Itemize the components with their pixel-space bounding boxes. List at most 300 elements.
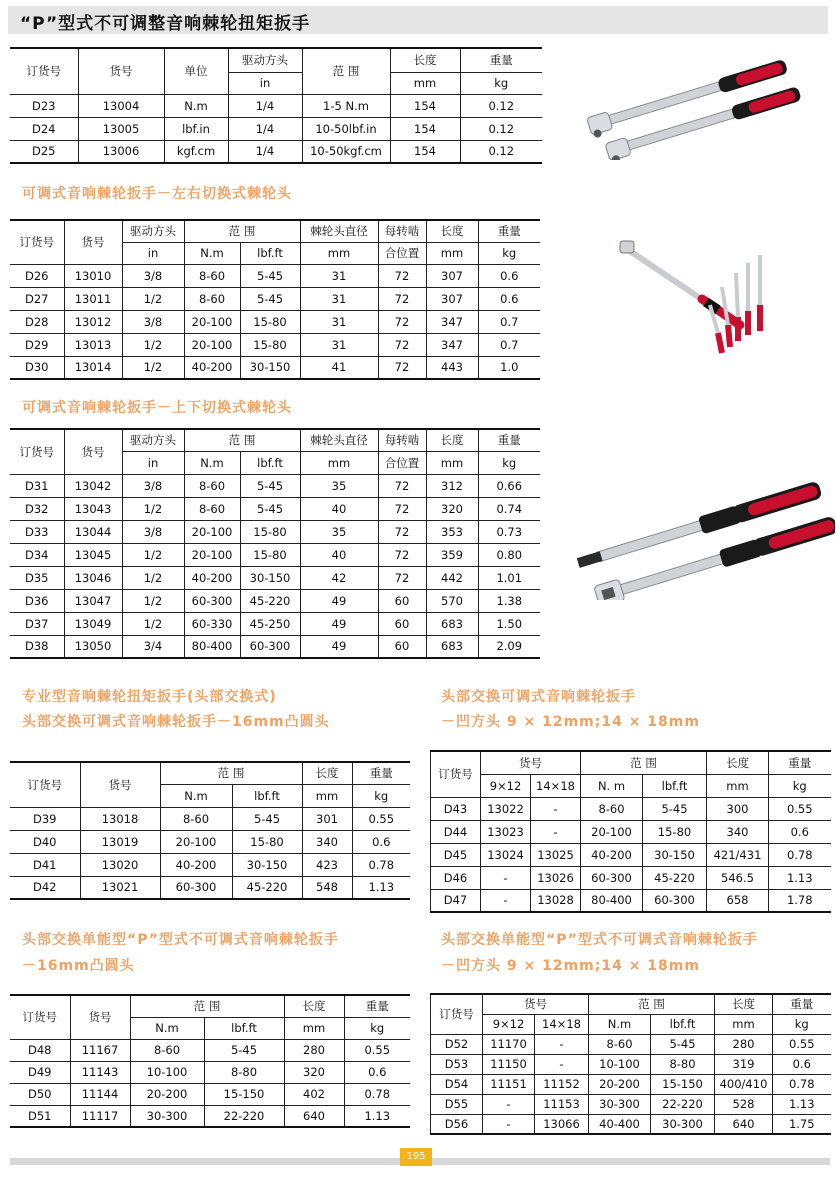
table-cell: 30-150 (240, 356, 300, 379)
table-cell: 442 (426, 566, 478, 589)
table-cell: 40-400 (589, 1114, 651, 1134)
table-cell: 14×18 (531, 774, 581, 797)
table-cell: 280 (284, 1039, 344, 1061)
table-row (431, 797, 831, 820)
table-cell: D23 (10, 94, 78, 117)
table-row (10, 520, 540, 543)
table-cell: 30-300 (589, 1094, 651, 1114)
table-cell: 30-300 (651, 1114, 715, 1134)
table-cell: 22-220 (204, 1105, 284, 1127)
table-cell: N.m (184, 242, 240, 264)
table-cell: - (531, 797, 581, 820)
table-cell: 8-60 (184, 287, 240, 310)
table-cell: 13046 (64, 566, 122, 589)
table-cell: N. m (581, 774, 643, 797)
spec-table-p-type (10, 47, 542, 164)
table-cell: 60-300 (160, 876, 232, 899)
table-cell: 0.80 (478, 543, 540, 566)
table-cell: 1.38 (478, 589, 540, 612)
table-cell: 货号 (481, 751, 581, 774)
table-cell: 1/2 (122, 543, 184, 566)
table-cell: 3/4 (122, 635, 184, 658)
table-cell: 11144 (70, 1083, 130, 1105)
table-cell: mm (426, 451, 478, 474)
table-cell: 14×18 (535, 1014, 589, 1034)
table-row (10, 830, 410, 853)
table-cell: 1/2 (122, 287, 184, 310)
table-header-row (431, 774, 831, 797)
table-cell: 8-80 (651, 1054, 715, 1074)
table-cell: 20-100 (184, 333, 240, 356)
table-cell: D37 (10, 612, 64, 635)
table-cell: 20-100 (184, 543, 240, 566)
table-row (10, 876, 410, 899)
table-cell: D29 (10, 333, 64, 356)
table-cell: 546.5 (707, 866, 769, 889)
table-cell: 重量 (478, 220, 540, 242)
table-cell: D47 (431, 889, 481, 912)
table-cell: 13026 (531, 866, 581, 889)
table-cell: 80-400 (184, 635, 240, 658)
torque-wrench-set-photo (610, 235, 770, 365)
section-heading-single-square-sub: －凹方头 9 × 12mm;14 × 18mm (441, 958, 700, 974)
table-cell: 1/4 (228, 117, 302, 140)
table-cell: 范 围 (130, 995, 284, 1017)
table-cell: 312 (426, 474, 478, 497)
table-cell: 307 (426, 264, 478, 287)
table-cell: D38 (10, 635, 64, 658)
table-cell: 280 (715, 1034, 773, 1054)
table-cell: D25 (10, 140, 78, 163)
table-cell: 13021 (80, 876, 160, 899)
table-cell: 货号 (483, 994, 589, 1014)
table-cell: 长度 (284, 995, 344, 1017)
table-cell: 45-220 (643, 866, 707, 889)
table-cell: 421/431 (707, 843, 769, 866)
header-order-no: 订货号 (10, 48, 78, 94)
table-cell: 0.55 (352, 807, 410, 830)
table-cell: 订货号 (10, 429, 64, 474)
table-cell: 20-200 (130, 1083, 204, 1105)
table-cell: 35 (300, 474, 378, 497)
torque-wrench-photo-long (575, 480, 835, 600)
table-cell: 60 (378, 612, 426, 635)
table-cell: 5-45 (643, 797, 707, 820)
table-cell: 1/2 (122, 566, 184, 589)
table-cell: 0.6 (344, 1061, 410, 1083)
table-cell: 3/8 (122, 310, 184, 333)
table-cell: 658 (707, 889, 769, 912)
table-cell: 棘轮头直径 (300, 220, 378, 242)
table-header-row (10, 220, 540, 242)
table-cell: 10-100 (589, 1054, 651, 1074)
table-cell: 13010 (64, 264, 122, 287)
table-cell: 15-80 (240, 520, 300, 543)
table-cell: 13044 (64, 520, 122, 543)
table-cell: 20-100 (581, 820, 643, 843)
table-cell: 13050 (64, 635, 122, 658)
table-cell: 72 (378, 287, 426, 310)
table-cell: 31 (300, 333, 378, 356)
table-cell: 重量 (352, 762, 410, 784)
table-cell: 400/410 (715, 1074, 773, 1094)
table-cell: - (531, 820, 581, 843)
spec-table-single-16mm (10, 994, 410, 1128)
table-cell: D49 (10, 1061, 70, 1083)
table-cell: 72 (378, 310, 426, 333)
table-cell: 31 (300, 264, 378, 287)
table-cell: 347 (426, 333, 478, 356)
table-cell: 0.12 (460, 117, 542, 140)
table-cell: 订货号 (10, 995, 70, 1039)
table-row (10, 1083, 410, 1105)
table-cell: 长度 (426, 220, 478, 242)
section-heading-left-right: 可调式音响棘轮扳手－左右切换式棘轮头 (22, 186, 292, 202)
table-cell: D41 (10, 853, 80, 876)
table-cell: 13043 (64, 497, 122, 520)
table-cell: 22-220 (651, 1094, 715, 1114)
table-cell: 72 (378, 264, 426, 287)
table-cell: 40 (300, 497, 378, 520)
table-cell: 13005 (78, 117, 164, 140)
table-cell: D34 (10, 543, 64, 566)
table-cell: 13066 (535, 1114, 589, 1134)
header-unit-mm: mm (390, 72, 460, 94)
section-heading-single-16mm: 头部交换单能型“P”型式不可调式音响棘轮扳手 (22, 932, 339, 948)
table-cell: 1.13 (344, 1105, 410, 1127)
table-cell: D28 (10, 310, 64, 333)
table-cell: kg (769, 774, 831, 797)
table-cell: 13025 (531, 843, 581, 866)
table-cell: 15-80 (643, 820, 707, 843)
table-cell: kg (478, 242, 540, 264)
table-row (10, 1039, 410, 1061)
table-cell: 13020 (80, 853, 160, 876)
table-cell: D52 (431, 1034, 483, 1054)
table-row (431, 889, 831, 912)
table-cell: D51 (10, 1105, 70, 1127)
table-cell: 423 (302, 853, 352, 876)
table-row (10, 1061, 410, 1083)
table-cell: 1/4 (228, 140, 302, 163)
table-cell: 13019 (80, 830, 160, 853)
table-cell: 60 (378, 589, 426, 612)
header-unit-kg: kg (460, 72, 542, 94)
table-cell: 548 (302, 876, 352, 899)
table-cell: 13024 (481, 843, 531, 866)
table-cell: 长度 (302, 762, 352, 784)
header-unit-in: in (228, 72, 302, 94)
table-cell: 11151 (483, 1074, 535, 1094)
table-cell: 49 (300, 635, 378, 658)
section-heading-square-socket: －凹方头 9 × 12mm;14 × 18mm (441, 714, 700, 730)
table-cell: 60-300 (240, 635, 300, 658)
table-cell: 20-100 (184, 520, 240, 543)
table-cell: 10-50kgf.cm (302, 140, 390, 163)
table-cell: mm (426, 242, 478, 264)
table-cell: 15-80 (240, 333, 300, 356)
table-cell: 41 (300, 356, 378, 379)
table-cell: D53 (431, 1054, 483, 1074)
table-cell: 13018 (80, 807, 160, 830)
table-cell: 40-200 (184, 356, 240, 379)
table-cell: 13006 (78, 140, 164, 163)
page-title: “P”型式不可调整音响棘轮扭矩扳手 (20, 14, 311, 34)
table-cell: 72 (378, 333, 426, 356)
table-row (10, 543, 540, 566)
table-cell: lbf.ft (240, 451, 300, 474)
table-cell: 40-200 (184, 566, 240, 589)
table-cell: 订货号 (431, 751, 481, 797)
table-cell: 8-60 (130, 1039, 204, 1061)
table-cell: 1.75 (773, 1114, 831, 1134)
table-row (10, 474, 540, 497)
table-cell: 范 围 (589, 994, 715, 1014)
table-cell: 0.78 (769, 843, 831, 866)
table-cell: 359 (426, 543, 478, 566)
table-row (10, 94, 542, 117)
table-cell: 154 (390, 140, 460, 163)
table-cell: 5-45 (240, 287, 300, 310)
table-row (10, 497, 540, 520)
table-cell: 8-60 (184, 497, 240, 520)
table-cell: 60 (378, 635, 426, 658)
table-cell: - (481, 889, 531, 912)
table-cell: - (483, 1114, 535, 1134)
table-cell: 5-45 (232, 807, 302, 830)
table-cell: 范 围 (184, 429, 300, 451)
table-cell: 13049 (64, 612, 122, 635)
table-cell: 15-150 (651, 1074, 715, 1094)
table-cell: 60-300 (643, 889, 707, 912)
table-cell: 307 (426, 287, 478, 310)
table-cell: 0.12 (460, 140, 542, 163)
table-cell: 0.55 (344, 1039, 410, 1061)
table-cell: 0.74 (478, 497, 540, 520)
table-cell: D35 (10, 566, 64, 589)
table-cell: 13004 (78, 94, 164, 117)
table-cell: D44 (431, 820, 481, 843)
table-cell: 340 (302, 830, 352, 853)
table-cell: D33 (10, 520, 64, 543)
table-cell: 长度 (707, 751, 769, 774)
section-heading-single-square: 头部交换单能型“P”型式不可调式音响棘轮扳手 (441, 932, 758, 948)
table-cell: lbf.ft (643, 774, 707, 797)
spec-table-square-socket-adjustable (430, 750, 831, 913)
header-drive: 驱动方头 (228, 48, 302, 72)
table-cell: 1.01 (478, 566, 540, 589)
table-cell: 每转啮 (378, 429, 426, 451)
table-cell: 0.7 (478, 333, 540, 356)
table-cell: 1/2 (122, 356, 184, 379)
table-cell: N.m (160, 784, 232, 807)
table-cell: 300 (707, 797, 769, 820)
table-cell: 驱动方头 (122, 220, 184, 242)
table-cell: in (122, 451, 184, 474)
table-cell: 30-150 (232, 853, 302, 876)
table-cell: 8-60 (184, 264, 240, 287)
table-cell: 13011 (64, 287, 122, 310)
table-cell: 0.78 (344, 1083, 410, 1105)
table-cell: 30-300 (130, 1105, 204, 1127)
table-cell: 1-5 N.m (302, 94, 390, 117)
table-cell: 320 (284, 1061, 344, 1083)
table-cell: 40-200 (581, 843, 643, 866)
table-cell: 5-45 (651, 1034, 715, 1054)
table-cell: 49 (300, 589, 378, 612)
table-cell: in (122, 242, 184, 264)
table-cell: 重量 (478, 429, 540, 451)
table-cell: 8-60 (589, 1034, 651, 1054)
table-cell: 货号 (70, 995, 130, 1039)
table-cell: 10-50lbf.in (302, 117, 390, 140)
table-cell: 13013 (64, 333, 122, 356)
table-cell: 9×12 (481, 774, 531, 797)
table-cell: 范 围 (581, 751, 707, 774)
table-cell: 1/2 (122, 612, 184, 635)
table-cell: 528 (715, 1094, 773, 1114)
table-cell: D27 (10, 287, 64, 310)
table-cell: 20-100 (160, 830, 232, 853)
table-cell: 范 围 (184, 220, 300, 242)
table-header-row (10, 429, 540, 451)
table-cell: 60-300 (184, 589, 240, 612)
table-cell: 0.73 (478, 520, 540, 543)
table-cell: D36 (10, 589, 64, 612)
table-row (10, 635, 540, 658)
table-cell: D24 (10, 117, 78, 140)
table-cell: 1.13 (773, 1094, 831, 1114)
spec-table-single-square (430, 993, 831, 1135)
table-cell: 3/8 (122, 264, 184, 287)
table-cell: 重量 (344, 995, 410, 1017)
section-heading-16mm-head: 头部交换可调式音响棘轮扳手－16mm凸圆头 (22, 714, 330, 730)
table-cell: 1.0 (478, 356, 540, 379)
table-row (431, 1034, 831, 1054)
table-cell: D48 (10, 1039, 70, 1061)
table-cell: - (535, 1054, 589, 1074)
table-cell: 31 (300, 310, 378, 333)
table-cell: 72 (378, 474, 426, 497)
table-cell: mm (284, 1017, 344, 1039)
table-cell: 13045 (64, 543, 122, 566)
table-cell: 8-60 (184, 474, 240, 497)
spec-table-16mm-adjustable (10, 761, 410, 900)
table-cell: 15-150 (204, 1083, 284, 1105)
table-cell: 13023 (481, 820, 531, 843)
table-cell: 订货号 (431, 994, 483, 1034)
table-cell: 42 (300, 566, 378, 589)
table-cell: lbf.ft (204, 1017, 284, 1039)
table-cell: 5-45 (204, 1039, 284, 1061)
table-cell: 3/8 (122, 474, 184, 497)
table-cell: kg (344, 1017, 410, 1039)
table-cell: 340 (707, 820, 769, 843)
table-row (10, 117, 542, 140)
section-heading-interchangeable-adjustable: 头部交换可调式音响棘轮扳手 (441, 689, 636, 705)
table-cell: mm (300, 242, 378, 264)
table-cell: 154 (390, 117, 460, 140)
table-row (10, 612, 540, 635)
table-cell: 订货号 (10, 762, 80, 807)
table-row (431, 1054, 831, 1074)
table-cell: 8-60 (581, 797, 643, 820)
table-cell: 30-150 (240, 566, 300, 589)
table-cell: 0.6 (773, 1054, 831, 1074)
table-cell: 60-330 (184, 612, 240, 635)
table-cell: 0.6 (478, 287, 540, 310)
table-cell: 30-150 (643, 843, 707, 866)
table-cell: 货号 (64, 220, 122, 264)
table-cell: 80-400 (581, 889, 643, 912)
table-cell: 20-200 (589, 1074, 651, 1094)
table-cell: 驱动方头 (122, 429, 184, 451)
table-cell: 154 (390, 94, 460, 117)
table-cell: 11143 (70, 1061, 130, 1083)
table-row (10, 566, 540, 589)
table-cell: kg (478, 451, 540, 474)
table-cell: 8-60 (160, 807, 232, 830)
table-cell: kg (352, 784, 410, 807)
table-cell: 11152 (535, 1074, 589, 1094)
table-cell: 订货号 (10, 220, 64, 264)
table-cell: 45-220 (240, 589, 300, 612)
section-heading-pro-interchangeable: 专业型音响棘轮扭矩扳手(头部交换式) (22, 689, 277, 705)
table-row (10, 310, 540, 333)
table-cell: 合位置 (378, 451, 426, 474)
table-cell: 15-80 (232, 830, 302, 853)
table-cell: 0.7 (478, 310, 540, 333)
section-heading-single-16mm-sub: －16mm凸圆头 (22, 958, 135, 974)
page-number: 195 (400, 1148, 432, 1166)
table-cell: 72 (378, 497, 426, 520)
table-cell: 40 (300, 543, 378, 566)
table-cell: 11170 (483, 1034, 535, 1054)
table-cell: D50 (10, 1083, 70, 1105)
table-header-row (431, 751, 831, 774)
table-cell: D43 (431, 797, 481, 820)
table-cell: 60-300 (581, 866, 643, 889)
table-cell: 402 (284, 1083, 344, 1105)
table-cell: 1/2 (122, 333, 184, 356)
table-cell: 1.78 (769, 889, 831, 912)
table-cell: 11117 (70, 1105, 130, 1127)
table-cell: D31 (10, 474, 64, 497)
table-cell: 13014 (64, 356, 122, 379)
table-cell: D39 (10, 807, 80, 830)
table-cell: 合位置 (378, 242, 426, 264)
table-cell: 重量 (773, 994, 831, 1014)
table-cell: D26 (10, 264, 64, 287)
table-cell: 棘轮头直径 (300, 429, 378, 451)
table-cell: 2.09 (478, 635, 540, 658)
table-header-row (431, 994, 831, 1014)
table-row (10, 589, 540, 612)
table-cell: 1.13 (352, 876, 410, 899)
table-cell: 301 (302, 807, 352, 830)
table-cell: 0.78 (773, 1074, 831, 1094)
table-cell: mm (715, 1014, 773, 1034)
table-cell: 683 (426, 612, 478, 635)
table-cell: - (535, 1034, 589, 1054)
table-header-row (431, 1014, 831, 1034)
table-cell: D54 (431, 1074, 483, 1094)
table-cell: 0.78 (352, 853, 410, 876)
table-cell: 1/2 (122, 497, 184, 520)
table-cell: mm (707, 774, 769, 797)
table-row (10, 287, 540, 310)
table-row (10, 140, 542, 163)
